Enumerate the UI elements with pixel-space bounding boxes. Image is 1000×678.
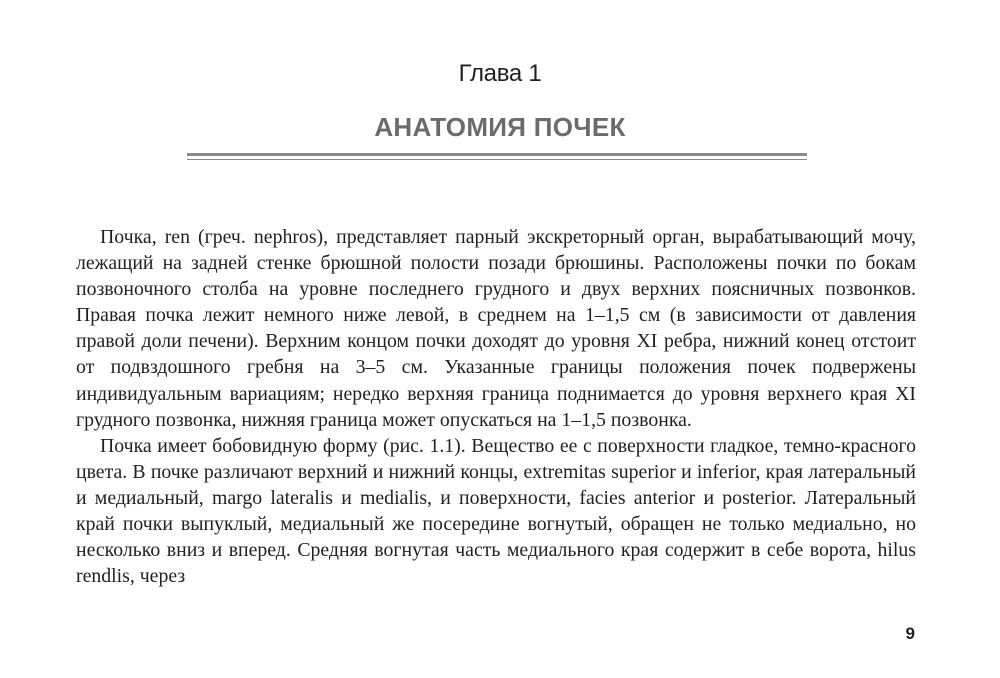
chapter-title: АНАТОМИЯ ПОЧЕК	[374, 112, 626, 142]
page-number: 9	[905, 624, 915, 643]
title-rule-thick	[187, 153, 807, 156]
title-rule-thin	[187, 159, 807, 160]
paragraph-1: Почка, ren (греч. nephros), представляет парный экскреторный орган, вырабатывающий мочу, лежащий на задней стенке брюшной полости позади брюшины. Расположены почки по бокам позвоночного столба на уровне последнего грудного и двух верхних поясничных позвонков. Правая почка лежит немного ниже левой, в среднем на 1–1,5 см (в зависимости от давления правой доли печени). Верхним концом почки доходят до уровня XI ребра, нижний конец отстоит от подвздошного гребня на 3–5 см. Указанные границы положения почек подвержены индивидуальным вариациям; нередко верхняя граница поднимается до уровня верхнего края XI грудного позвонка, нижняя граница может опускаться на 1–1,5 позвонка.	[76, 226, 916, 431]
paragraph-2: Почка имеет бобовидную форму (рис. 1.1). Вещество ее с поверхности гладкое, темно-красного цвета. В почке различают верхний и нижний концы, extremitas superior и inferior, края латеральный и медиальный, margo lateralis и medialis, и поверхности, facies anterior и posterior. Латеральный край почки выпуклый, медиальный же посередине вогнутый, обращен не только медиально, но несколько вниз и вперед. Средняя вогнутая часть медиального края содержит в себе ворота, hilus rendlis, через	[76, 434, 916, 588]
chapter-label: Глава 1	[458, 60, 542, 87]
body-text	[76, 224, 916, 589]
